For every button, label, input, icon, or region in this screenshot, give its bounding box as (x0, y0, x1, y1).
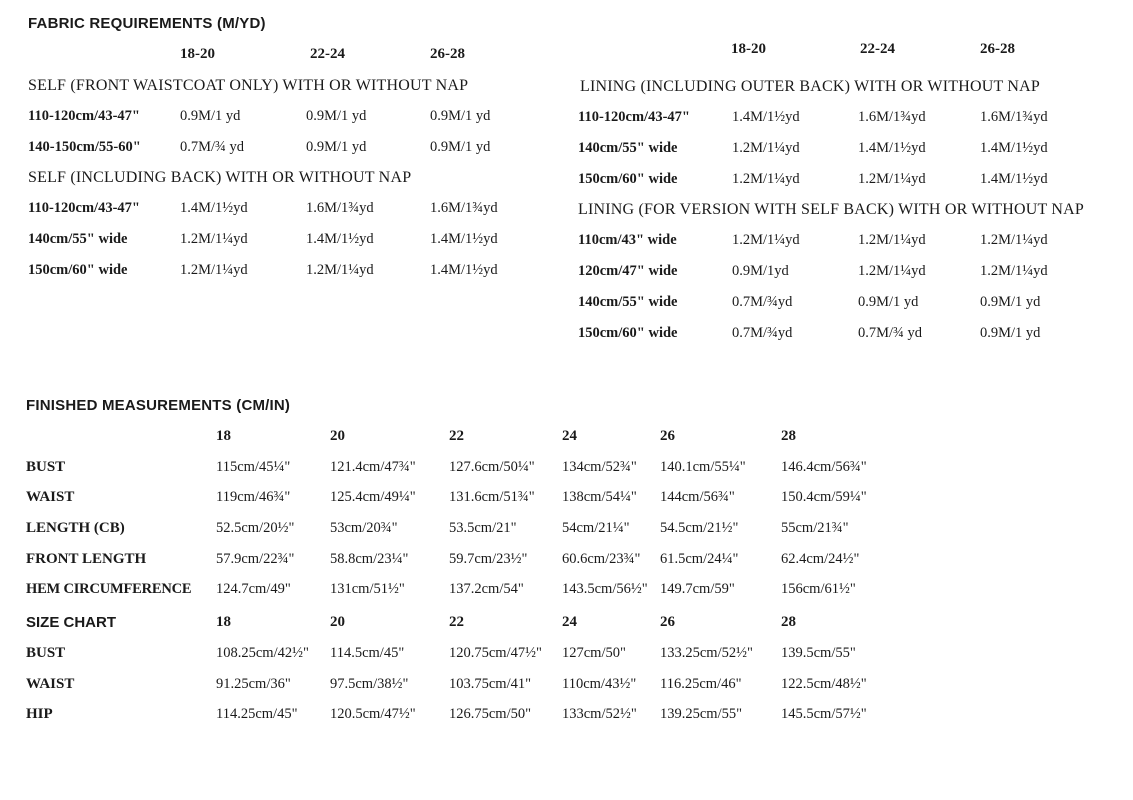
cell-value: 1.4M/1½yd (980, 171, 1048, 187)
cell-value: 61.5cm/24¼" (660, 551, 739, 567)
cell-value: 1.6M/1¾yd (980, 109, 1048, 125)
cell-value: 0.9M/1 yd (430, 139, 491, 155)
cell-value: 119cm/46¾" (216, 489, 291, 505)
cell-value: 54cm/21¼" (562, 520, 630, 536)
cell-value: 139.25cm/55" (660, 706, 743, 722)
cell-value: 1.2M/1¼yd (980, 263, 1048, 279)
cell-value: 150.4cm/59¼" (781, 489, 867, 505)
cell-value: 134cm/52¾" (562, 459, 637, 475)
cell-value: 58.8cm/23¼" (330, 551, 409, 567)
cell-value: 138cm/54¼" (562, 489, 637, 505)
cell-value: 1.4M/1½yd (430, 231, 498, 247)
row-label: 140cm/55" wide (578, 140, 678, 156)
cell-value: 59.7cm/23½" (449, 551, 528, 567)
size-header: 24 (562, 428, 577, 444)
row-label: 150cm/60" wide (578, 325, 678, 341)
row-label: 110-120cm/43-47" (28, 200, 140, 216)
row-label: 120cm/47" wide (578, 263, 678, 279)
cell-value: 54.5cm/21½" (660, 520, 739, 536)
row-label: FRONT LENGTH (26, 551, 147, 567)
cell-value: 0.9M/1 yd (980, 325, 1041, 341)
section-title: SELF (FRONT WAISTCOAT ONLY) WITH OR WITHOUT NAP (28, 77, 469, 94)
cell-value: 137.2cm/54" (449, 581, 524, 597)
cell-value: 0.7M/¾yd (732, 294, 793, 310)
cell-value: 57.9cm/22¾" (216, 551, 295, 567)
size-header: 18-20 (731, 41, 766, 57)
cell-value: 131.6cm/51¾" (449, 489, 535, 505)
cell-value: 127cm/50" (562, 645, 626, 661)
cell-value: 116.25cm/46" (660, 676, 742, 692)
cell-value: 133.25cm/52½" (660, 645, 753, 661)
cell-value: 1.2M/1¼yd (306, 262, 374, 278)
cell-value: 103.75cm/41" (449, 676, 532, 692)
row-label: 110cm/43" wide (578, 232, 677, 248)
size-header: 24 (562, 614, 577, 630)
cell-value: 0.7M/¾ yd (858, 325, 923, 341)
cell-value: 1.2M/1¼yd (180, 262, 248, 278)
cell-value: 53.5cm/21" (449, 520, 517, 536)
row-label: 110-120cm/43-47" (28, 108, 140, 124)
cell-value: 1.6M/1¾yd (430, 200, 498, 216)
cell-value: 53cm/20¾" (330, 520, 398, 536)
cell-value: 1.4M/1½yd (858, 140, 926, 156)
cell-value: 145.5cm/57½" (781, 706, 867, 722)
size-header: 18 (216, 428, 231, 444)
size-header: 26 (660, 614, 675, 630)
cell-value: 140.1cm/55¼" (660, 459, 746, 475)
cell-value: 114.25cm/45" (216, 706, 298, 722)
cell-value: 0.9M/1 yd (858, 294, 919, 310)
cell-value: 0.9M/1 yd (980, 294, 1041, 310)
cell-value: 97.5cm/38½" (330, 676, 409, 692)
size-header: 28 (781, 614, 796, 630)
cell-value: 1.2M/1¼yd (732, 140, 800, 156)
cell-value: 0.9M/1yd (732, 263, 789, 279)
cell-value: 1.4M/1½yd (732, 109, 800, 125)
cell-value: 1.4M/1½yd (306, 231, 374, 247)
cell-value: 52.5cm/20½" (216, 520, 295, 536)
cell-value: 121.4cm/47¾" (330, 459, 416, 475)
size-header: 26 (660, 428, 675, 444)
cell-value: 143.5cm/56½" (562, 581, 648, 597)
cell-value: 1.2M/1¼yd (732, 171, 800, 187)
size-header: 22 (449, 428, 464, 444)
cell-value: 122.5cm/48½" (781, 676, 867, 692)
section-title: LINING (INCLUDING OUTER BACK) WITH OR WITHOUT NAP (580, 78, 1040, 95)
size-header: 26-28 (980, 41, 1015, 57)
size-header: 28 (781, 428, 796, 444)
cell-value: 1.2M/1¼yd (180, 231, 248, 247)
row-label: 140-150cm/55-60" (28, 139, 141, 155)
size-chart-title: SIZE CHART (26, 614, 116, 631)
cell-value: 127.6cm/50¼" (449, 459, 535, 475)
cell-value: 114.5cm/45" (330, 645, 405, 661)
cell-value: 115cm/45¼" (216, 459, 291, 475)
cell-value: 0.9M/1 yd (430, 108, 491, 124)
size-header: 22-24 (310, 46, 345, 62)
cell-value: 156cm/61½" (781, 581, 856, 597)
cell-value: 144cm/56¾" (660, 489, 735, 505)
cell-value: 91.25cm/36" (216, 676, 291, 692)
cell-value: 149.7cm/59" (660, 581, 735, 597)
cell-value: 1.2M/1¼yd (858, 263, 926, 279)
finished-measurements-title: FINISHED MEASUREMENTS (CM/IN) (26, 397, 291, 414)
section-title: SELF (INCLUDING BACK) WITH OR WITHOUT NAP (28, 169, 412, 186)
cell-value: 124.7cm/49" (216, 581, 291, 597)
row-label: HIP (26, 706, 53, 722)
cell-value: 120.75cm/47½" (449, 645, 542, 661)
row-label: BUST (26, 459, 66, 475)
row-label: WAIST (26, 676, 75, 692)
cell-value: 55cm/21¾" (781, 520, 849, 536)
cell-value: 1.2M/1¼yd (858, 232, 926, 248)
size-header: 20 (330, 614, 345, 630)
size-header: 20 (330, 428, 345, 444)
cell-value: 131cm/51½" (330, 581, 405, 597)
row-label: 110-120cm/43-47" (578, 109, 690, 125)
row-label: 150cm/60" wide (28, 262, 128, 278)
cell-value: 60.6cm/23¾" (562, 551, 641, 567)
cell-value: 1.6M/1¾yd (306, 200, 374, 216)
cell-value: 1.2M/1¼yd (858, 171, 926, 187)
cell-value: 120.5cm/47½" (330, 706, 416, 722)
cell-value: 0.9M/1 yd (306, 139, 367, 155)
cell-value: 146.4cm/56¾" (781, 459, 867, 475)
section-title: LINING (FOR VERSION WITH SELF BACK) WITH OR WITHOUT NAP (578, 201, 1084, 218)
size-header: 22 (449, 614, 464, 630)
cell-value: 133cm/52½" (562, 706, 637, 722)
cell-value: 126.75cm/50" (449, 706, 532, 722)
cell-value: 1.4M/1½yd (180, 200, 248, 216)
cell-value: 1.6M/1¾yd (858, 109, 926, 125)
cell-value: 1.2M/1¼yd (980, 232, 1048, 248)
row-label: 150cm/60" wide (578, 171, 678, 187)
cell-value: 0.9M/1 yd (306, 108, 367, 124)
row-label: 140cm/55" wide (578, 294, 678, 310)
size-header: 18 (216, 614, 231, 630)
cell-value: 1.4M/1½yd (430, 262, 498, 278)
cell-value: 0.7M/¾ yd (180, 139, 245, 155)
cell-value: 1.4M/1½yd (980, 140, 1048, 156)
row-label: BUST (26, 645, 66, 661)
fabric-requirements-title: FABRIC REQUIREMENTS (M/YD) (28, 15, 266, 32)
row-label: WAIST (26, 489, 75, 505)
size-header: 26-28 (430, 46, 465, 62)
cell-value: 108.25cm/42½" (216, 645, 309, 661)
row-label: LENGTH (CB) (26, 520, 125, 536)
cell-value: 110cm/43½" (562, 676, 637, 692)
row-label: HEM CIRCUMFERENCE (26, 581, 192, 597)
cell-value: 1.2M/1¼yd (732, 232, 800, 248)
cell-value: 0.9M/1 yd (180, 108, 241, 124)
cell-value: 62.4cm/24½" (781, 551, 860, 567)
cell-value: 0.7M/¾yd (732, 325, 793, 341)
size-header: 18-20 (180, 46, 215, 62)
cell-value: 125.4cm/49¼" (330, 489, 416, 505)
size-header: 22-24 (860, 41, 895, 57)
row-label: 140cm/55" wide (28, 231, 128, 247)
cell-value: 139.5cm/55" (781, 645, 856, 661)
